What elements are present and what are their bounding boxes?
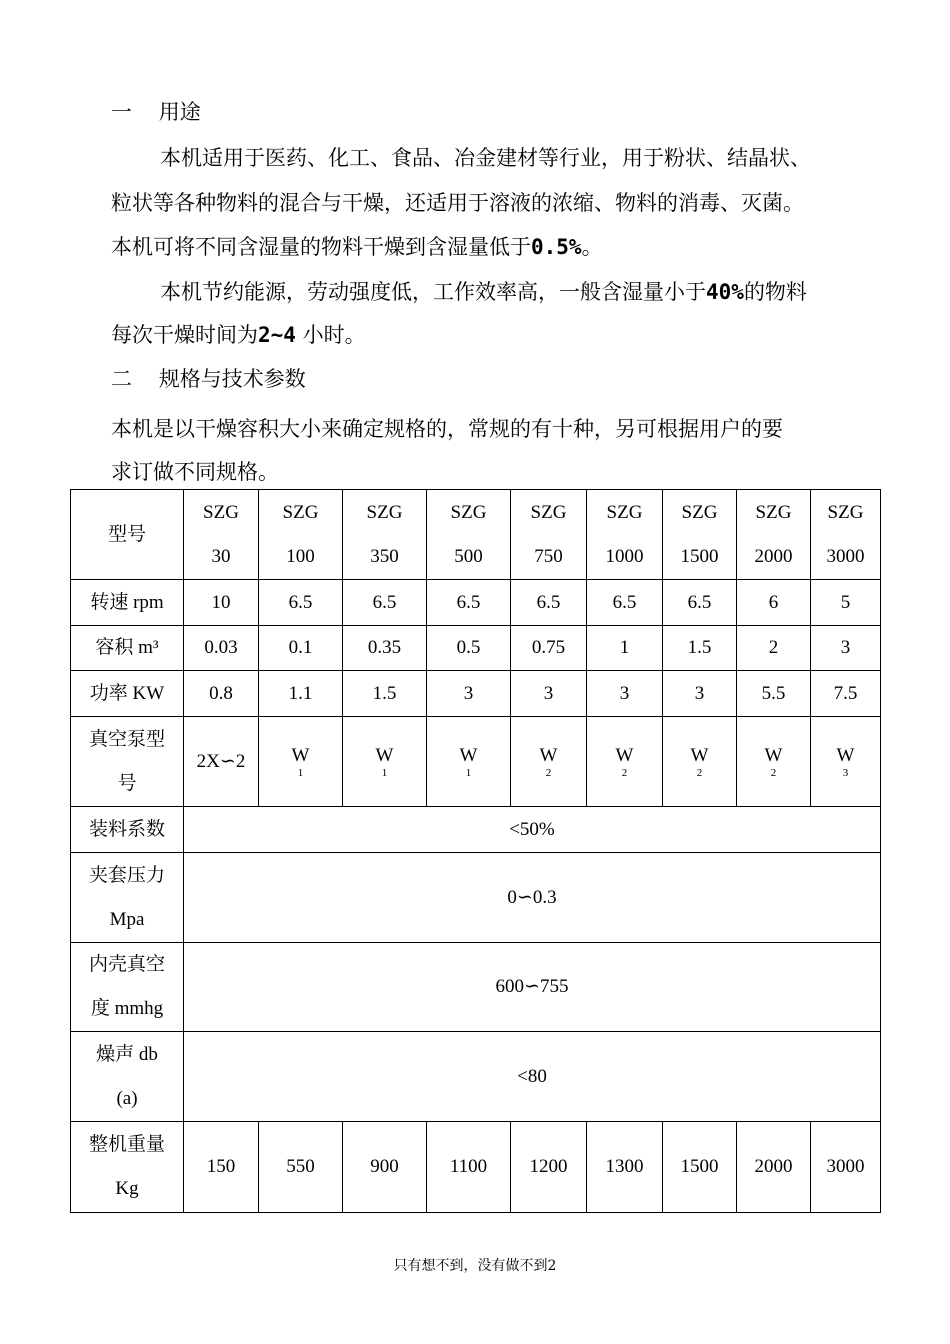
section2-intro-line2: 求订做不同规格。 [111,460,279,484]
volume-label: 容积 m³ [71,626,184,671]
model-cell: SZG 3000 [811,490,881,580]
weight-cell: 1300 [587,1122,663,1213]
volume-row [71,626,881,671]
page-footer: 只有想不到，没有做不到2 [393,1258,557,1274]
weight-cell: 3000 [811,1122,881,1213]
speed-cell: 6.5 [587,580,663,626]
model-cell: SZG 30 [184,490,259,580]
vacuum-label: 内壳真空 度 mmhg [71,943,184,1032]
weight-label: 整机重量 Kg [71,1122,184,1213]
noise-row [71,1032,881,1122]
power-cell: 5.5 [737,671,811,717]
pump-label: 真空泵型 号 [71,717,184,807]
power-cell: 1.1 [259,671,343,717]
load-value: <50% [184,807,881,853]
model-cell: SZG 1000 [587,490,663,580]
jacket-value: 0∽0.3 [184,853,881,943]
pump-cell: W 2 [511,717,587,807]
speed-label: 转速 rpm [71,580,184,626]
volume-cell: 0.35 [343,626,427,671]
power-cell: 3 [663,671,737,717]
volume-cell: 1 [587,626,663,671]
volume-cell: 0.03 [184,626,259,671]
power-cell: 3 [427,671,511,717]
power-cell: 0.8 [184,671,259,717]
jacket-label: 夹套压力 Mpa [71,853,184,943]
weight-cell: 1100 [427,1122,511,1213]
speed-cell: 6.5 [343,580,427,626]
load-label: 装料系数 [71,807,184,853]
weight-cell: 1500 [663,1122,737,1213]
weight-cell: 900 [343,1122,427,1213]
para2-line1: 本机节约能源，劳动强度低，工作效率高，一般含湿量小于40%的物料 [160,280,807,304]
para1-line1: 本机适用于医药、化工、食品、冶金建材等行业，用于粉状、结晶状、 [160,146,811,170]
moisture-value: 0.5% [531,235,582,259]
weight-row [71,1122,881,1213]
model-cell: SZG 1500 [663,490,737,580]
weight-cell: 550 [259,1122,343,1213]
section2-intro-line1: 本机是以干燥容积大小来确定规格的，常规的有十种，另可根据用户的要 [111,417,783,441]
noise-value: <80 [184,1032,881,1122]
model-row [71,490,881,580]
pump-cell: W 3 [811,717,881,807]
pump-row [71,717,881,807]
spec-table [70,489,881,1213]
volume-cell: 0.75 [511,626,587,671]
model-cell: SZG 350 [343,490,427,580]
volume-cell: 0.1 [259,626,343,671]
pump-cell: W 1 [259,717,343,807]
para1-line3: 本机可将不同含湿量的物料干燥到含湿量低于0.5%。 [111,235,603,259]
load-row [71,807,881,853]
pump-cell: W 2 [737,717,811,807]
section2-title: 规格与技术参数 [158,367,306,391]
speed-cell: 10 [184,580,259,626]
power-cell: 7.5 [811,671,881,717]
vacuum-row [71,943,881,1032]
section1-number: 一 [111,100,132,124]
power-label: 功率 KW [71,671,184,717]
model-label: 型号 [71,490,184,580]
model-cell: SZG 750 [511,490,587,580]
section1-heading [111,100,201,124]
power-cell: 1.5 [343,671,427,717]
speed-cell: 6.5 [511,580,587,626]
weight-cell: 150 [184,1122,259,1213]
speed-cell: 6.5 [663,580,737,626]
model-cell: SZG 2000 [737,490,811,580]
speed-cell: 6 [737,580,811,626]
vacuum-value: 600∽755 [184,943,881,1032]
volume-cell: 0.5 [427,626,511,671]
section2-number: 二 [111,367,132,391]
speed-cell: 6.5 [427,580,511,626]
pump-cell: W 1 [343,717,427,807]
pump-cell: W 2 [663,717,737,807]
speed-row [71,580,881,626]
model-cell: SZG 500 [427,490,511,580]
weight-cell: 1200 [511,1122,587,1213]
model-cell: SZG 100 [259,490,343,580]
power-cell: 3 [587,671,663,717]
speed-cell: 5 [811,580,881,626]
section1-title: 用途 [158,100,201,124]
pump-cell: 2X∽2 [184,717,259,807]
para1-line2: 粒状等各种物料的混合与干燥，还适用于溶液的浓缩、物料的消毒、灭菌。 [111,191,804,215]
weight-cell: 2000 [737,1122,811,1213]
speed-cell: 6.5 [259,580,343,626]
pump-cell: W 2 [587,717,663,807]
para2-line2: 每次干燥时间为2~4 小时。 [111,323,366,347]
volume-cell: 1.5 [663,626,737,671]
noise-label: 燥声 db (a) [71,1032,184,1122]
volume-cell: 3 [811,626,881,671]
jacket-row [71,853,881,943]
pump-cell: W 1 [427,717,511,807]
power-cell: 3 [511,671,587,717]
power-row [71,671,881,717]
section2-heading [111,367,306,391]
volume-cell: 2 [737,626,811,671]
